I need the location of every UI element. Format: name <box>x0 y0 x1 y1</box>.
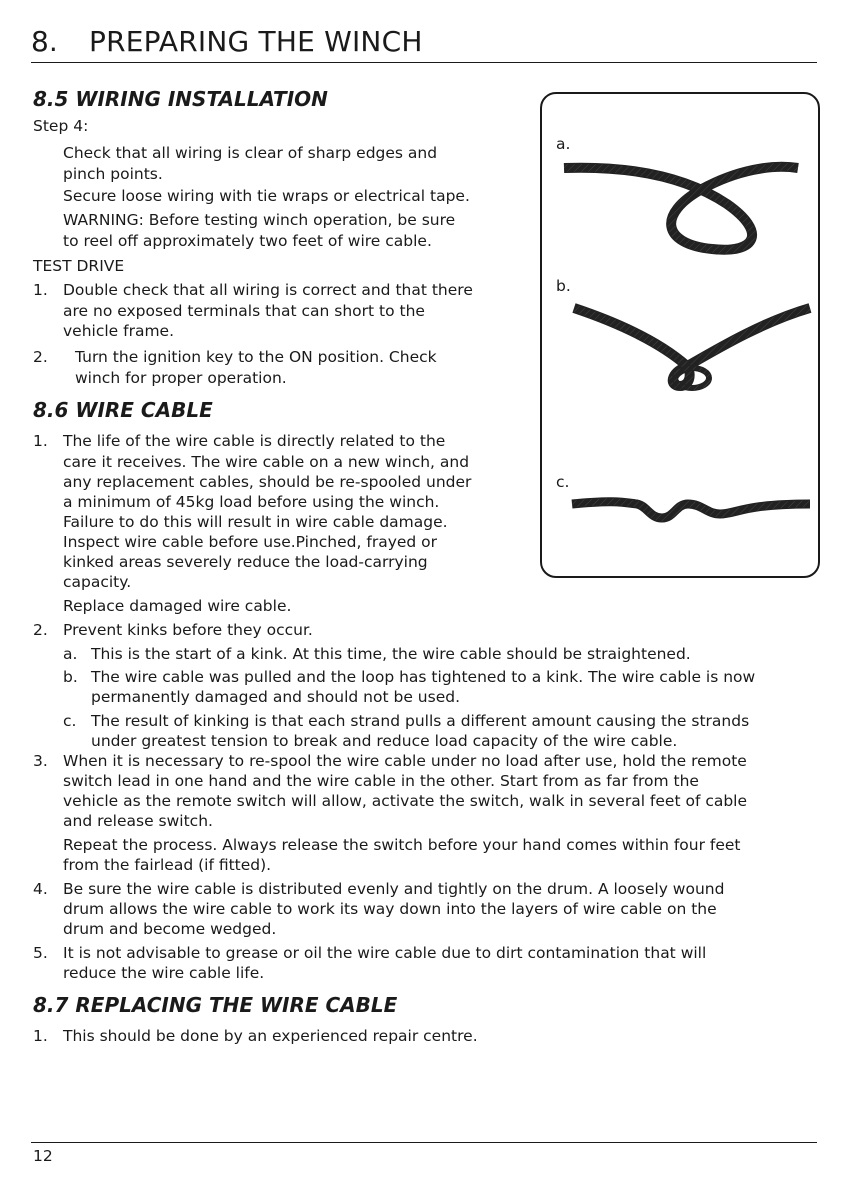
rope-loop-illustration <box>542 154 818 264</box>
list-item: Double check that all wiring is correct and that there <box>63 281 473 299</box>
page-header <box>31 26 817 63</box>
list-item: winch for proper operation. <box>75 369 287 387</box>
list-number: 4. <box>33 880 48 898</box>
list-item: reduce the wire cable life. <box>63 964 265 982</box>
sub-item-label: b. <box>63 668 78 686</box>
step-line: Secure loose wiring with tie wraps or electrical tape. <box>63 187 470 205</box>
section-title-8-6: 8.6 WIRE CABLE <box>33 398 213 422</box>
list-item: capacity. <box>63 573 132 591</box>
list-item: The life of the wire cable is directly related to the <box>63 432 446 450</box>
sub-item: permanently damaged and should not be used. <box>91 688 460 706</box>
warning-line: WARNING: Before testing winch operation, be sure <box>63 211 456 229</box>
figure-label-a: a. <box>556 135 571 153</box>
list-item: from the fairlead (if fitted). <box>63 856 272 874</box>
list-item: Repeat the process. Always release the switch before your hand comes within four feet <box>63 836 741 854</box>
list-item: drum allows the wire cable to work its way down into the layers of wire cable on the <box>63 900 717 918</box>
rope-damaged-illustration <box>542 492 818 532</box>
sub-item-label: a. <box>63 645 78 663</box>
list-item: This should be done by an experienced repair centre. <box>63 1027 478 1045</box>
kink-illustration-panel <box>540 92 820 578</box>
list-number: 1. <box>33 1027 48 1045</box>
list-item: vehicle frame. <box>63 322 175 340</box>
list-number: 2. <box>33 348 48 366</box>
figure-label-c: c. <box>556 473 570 491</box>
list-number: 2. <box>33 621 48 639</box>
list-item: Failure to do this will result in wire cable damage. <box>63 513 448 531</box>
sub-item: under greatest tension to break and reduce load capacity of the wire cable. <box>91 732 678 750</box>
list-item: Replace damaged wire cable. <box>63 597 292 615</box>
footer-rule <box>31 1142 817 1143</box>
figure-label-b: b. <box>556 277 571 295</box>
sub-item-label: c. <box>63 712 77 730</box>
list-item: any replacement cables, should be re-spooled under <box>63 473 472 491</box>
list-item: switch lead in one hand and the wire cable in the other. Start from as far from the <box>63 772 699 790</box>
page-number: 12 <box>33 1147 53 1165</box>
list-item: vehicle as the remote switch will allow, activate the switch, walk in several feet of cable <box>63 792 748 810</box>
list-item: Turn the ignition key to the ON position. Check <box>75 348 437 366</box>
step-label: Step 4: <box>33 117 89 135</box>
list-number: 1. <box>33 432 48 450</box>
list-number: 1. <box>33 281 48 299</box>
list-item: and release switch. <box>63 812 213 830</box>
chapter-title: PREPARING THE WINCH <box>89 25 423 58</box>
list-item: a minimum of 45kg load before using the winch. <box>63 493 440 511</box>
section-title-8-7: 8.7 REPLACING THE WIRE CABLE <box>33 993 398 1017</box>
list-item: kinked areas severely reduce the load-carrying <box>63 553 428 571</box>
sub-item: This is the start of a kink. At this time, the wire cable should be straightened. <box>91 645 691 663</box>
step-line: pinch points. <box>63 165 163 183</box>
sub-item: The result of kinking is that each strand pulls a different amount causing the strands <box>91 712 750 730</box>
list-item: Inspect wire cable before use.Pinched, frayed or <box>63 533 438 551</box>
list-item: When it is necessary to re-spool the wire cable under no load after use, hold the remote <box>63 752 747 770</box>
list-item: It is not advisable to grease or oil the wire cable due to dirt contamination that will <box>63 944 707 962</box>
rope-kink-illustration <box>542 294 818 404</box>
list-item: Be sure the wire cable is distributed evenly and tightly on the drum. A loosely wound <box>63 880 725 898</box>
list-item: care it receives. The wire cable on a new winch, and <box>63 453 470 471</box>
test-drive-heading: TEST DRIVE <box>33 257 125 275</box>
sub-item: The wire cable was pulled and the loop has tightened to a kink. The wire cable is now <box>91 668 756 686</box>
warning-line: to reel off approximately two feet of wire cable. <box>63 232 432 250</box>
list-item: are no exposed terminals that can short to the <box>63 302 425 320</box>
chapter-number: 8. <box>31 25 58 58</box>
step-line: Check that all wiring is clear of sharp edges and <box>63 144 438 162</box>
section-title-8-5: 8.5 WIRING INSTALLATION <box>33 87 328 111</box>
list-item: drum and become wedged. <box>63 920 277 938</box>
list-number: 3. <box>33 752 48 770</box>
list-item: Prevent kinks before they occur. <box>63 621 313 639</box>
list-number: 5. <box>33 944 48 962</box>
